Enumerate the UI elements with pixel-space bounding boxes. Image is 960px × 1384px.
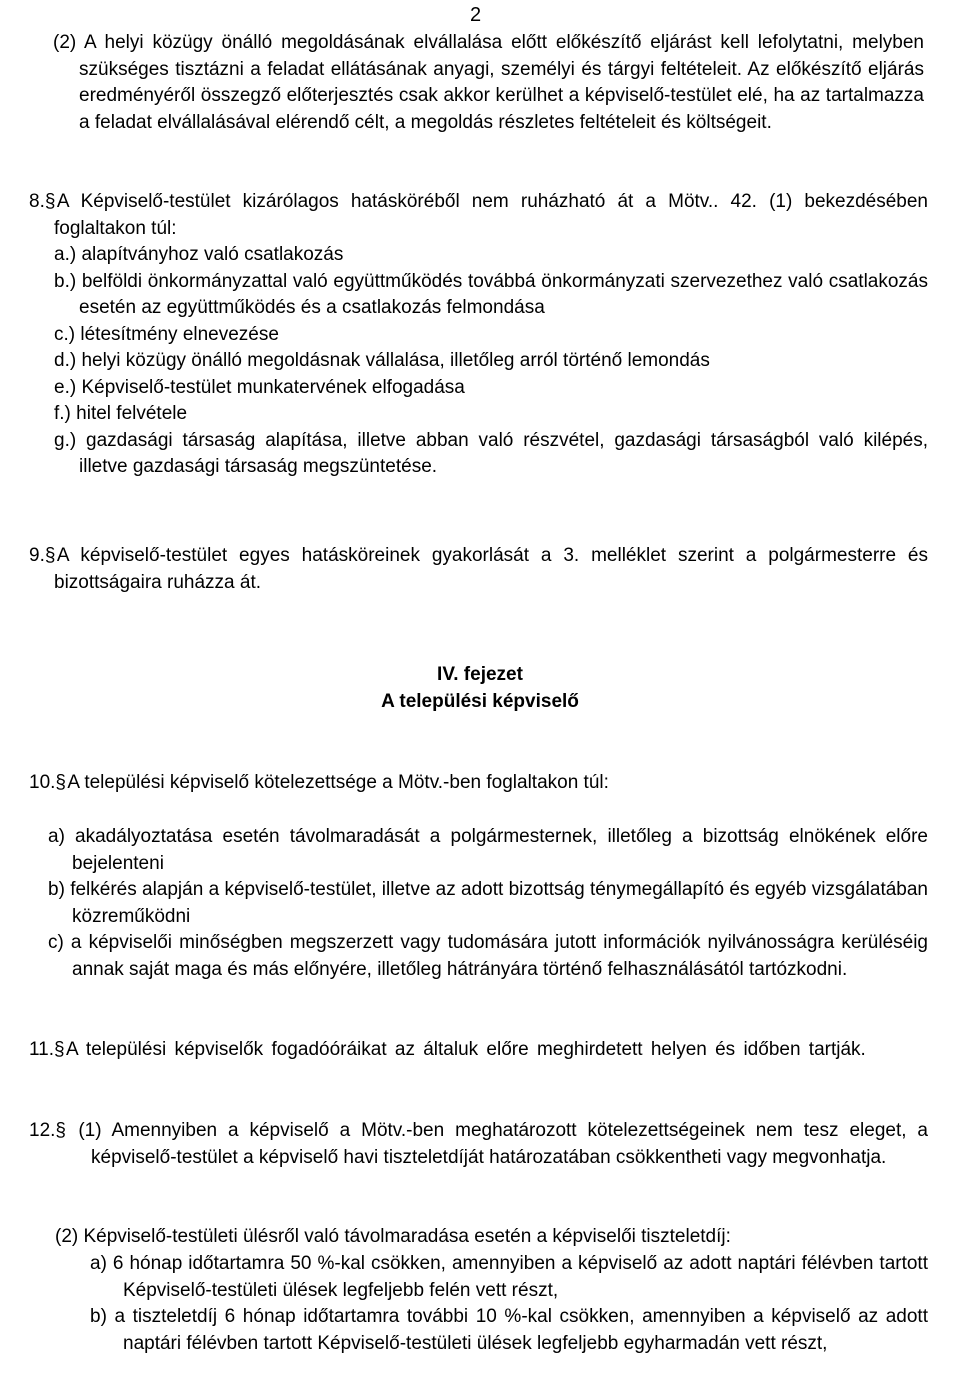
section-12-para1: (1) Amennyiben a képviselő a Mötv.-ben meghatározott kötelezettségeinek nem tesz eleget, a képviselő-testület a képviselő havi tiszteletdíját határozatában csökkentheti vagy megvonhatja. <box>78 1120 928 1168</box>
section-symbol: § <box>55 1120 66 1141</box>
section-12-list <box>90 1251 928 1357</box>
section-11 <box>29 1037 928 1064</box>
list-item: c.) létesítmény elnevezése <box>54 323 279 345</box>
section-symbol: § <box>54 1039 65 1060</box>
list-item: c) a képviselői minőségben megszerzett vagy tudomására jutott információk nyilvánosságra kerüléséig annak saját maga és más előnyére, illetőleg hátrányára történő felhasználásától tartózkodni. <box>48 932 928 980</box>
list-item: a.) alapítványhoz való csatlakozás <box>54 244 344 265</box>
section-12-para2-block <box>55 1224 928 1251</box>
list-item: g.) gazdasági társaság alapítása, illetve abban való részvétel, gazdasági társaságból való kilépés, illetve gazdasági társaság megszüntetése. <box>54 429 928 477</box>
section-symbol: § <box>44 191 56 212</box>
list-item: a) akadályoztatása esetén távolmaradását a polgármesternek, illetőleg a bizottság elnökének előre bejelenteni <box>48 826 928 874</box>
section-8-number: 8. <box>29 191 45 212</box>
chapter-number: IV. fejezet <box>437 664 523 685</box>
paragraph-7-2: (2) A helyi közügy önálló megoldásának elvállalása előtt előkészítő eljárást kell lefolytatni, melyben szükséges tisztázni a feladat ellátásának anyagi, személyi és tárgyi feltételeit. Az előkészítő eljárás eredményéről összegző előterjesztés csak akkor kerülhet a képviselő-testület elé, ha az tartalmazza a feladat elvállalásával elérendő célt, a megoldás részletes feltételeit és költségeit. <box>53 32 924 133</box>
section-symbol: § <box>55 772 66 793</box>
section-12 <box>29 1118 928 1171</box>
chapter-title: A települési képviselő <box>381 691 579 712</box>
section-9-text: A képviselő-testület egyes hatásköreinek gyakorlását a 3. melléklet szerint a polgármesterre és bizottságaira ruházza át. <box>54 545 928 593</box>
list-item: f.) hitel felvétele <box>54 403 188 424</box>
section-9 <box>29 543 928 596</box>
list-item: d.) helyi közügy önálló megoldásnak vállalása, illetőleg arról történő lemondás <box>54 350 710 371</box>
section-10-list <box>48 824 928 983</box>
list-item: b.) belföldi önkormányzattal való együttműködés továbbá önkormányzati szervezethez való csatlakozás esetén az együttműködés és a csatlakozás felmondása <box>54 270 928 318</box>
section-10 <box>29 770 928 797</box>
section-12-para2: (2) Képviselő-testületi ülésről való távolmaradása esetén a képviselői tiszteletdíj: <box>55 1226 731 1247</box>
section-12-number: 12. <box>29 1120 56 1141</box>
list-item: a) 6 hónap időtartamra 50 %-kal csökken, amennyiben a képviselő az adott naptári félévben tartott Képviselő-testületi ülések legfeljebb felén vett részt, <box>90 1253 928 1301</box>
list-item: b) a tiszteletdíj 6 hónap időtartamra további 10 %-kal csökken, amennyiben a képviselő az adott naptári félévben tartott Képviselő-testületi ülések legfeljebb egyharmadán vett részt, <box>90 1306 928 1354</box>
section-11-number: 11. <box>29 1039 55 1060</box>
section-10-text: A települési képviselő kötelezettsége a Mötv.-ben foglaltakon túl: <box>67 772 609 793</box>
section-symbol: § <box>44 545 56 566</box>
section-8 <box>29 189 928 481</box>
section-9-number: 9. <box>29 545 45 566</box>
section-8-text: A Képviselő-testület kizárólagos hatásköréből nem ruházható át a Mötv.. 42. (1) bekezdésében foglaltakon túl: <box>54 191 928 239</box>
section-10-number: 10. <box>29 772 56 793</box>
section-11-text: A települési képviselők fogadóóráikat az általuk előre meghirdetett helyen és időben tartják. <box>66 1039 866 1060</box>
list-item: b) felkérés alapján a képviselő-testület, illetve az adott bizottság ténymegállapító és egyéb vizsgálatában közreműködni <box>48 879 928 927</box>
page-number: 2 <box>470 4 482 26</box>
list-item: e.) Képviselő-testület munkatervének elfogadása <box>54 376 465 398</box>
